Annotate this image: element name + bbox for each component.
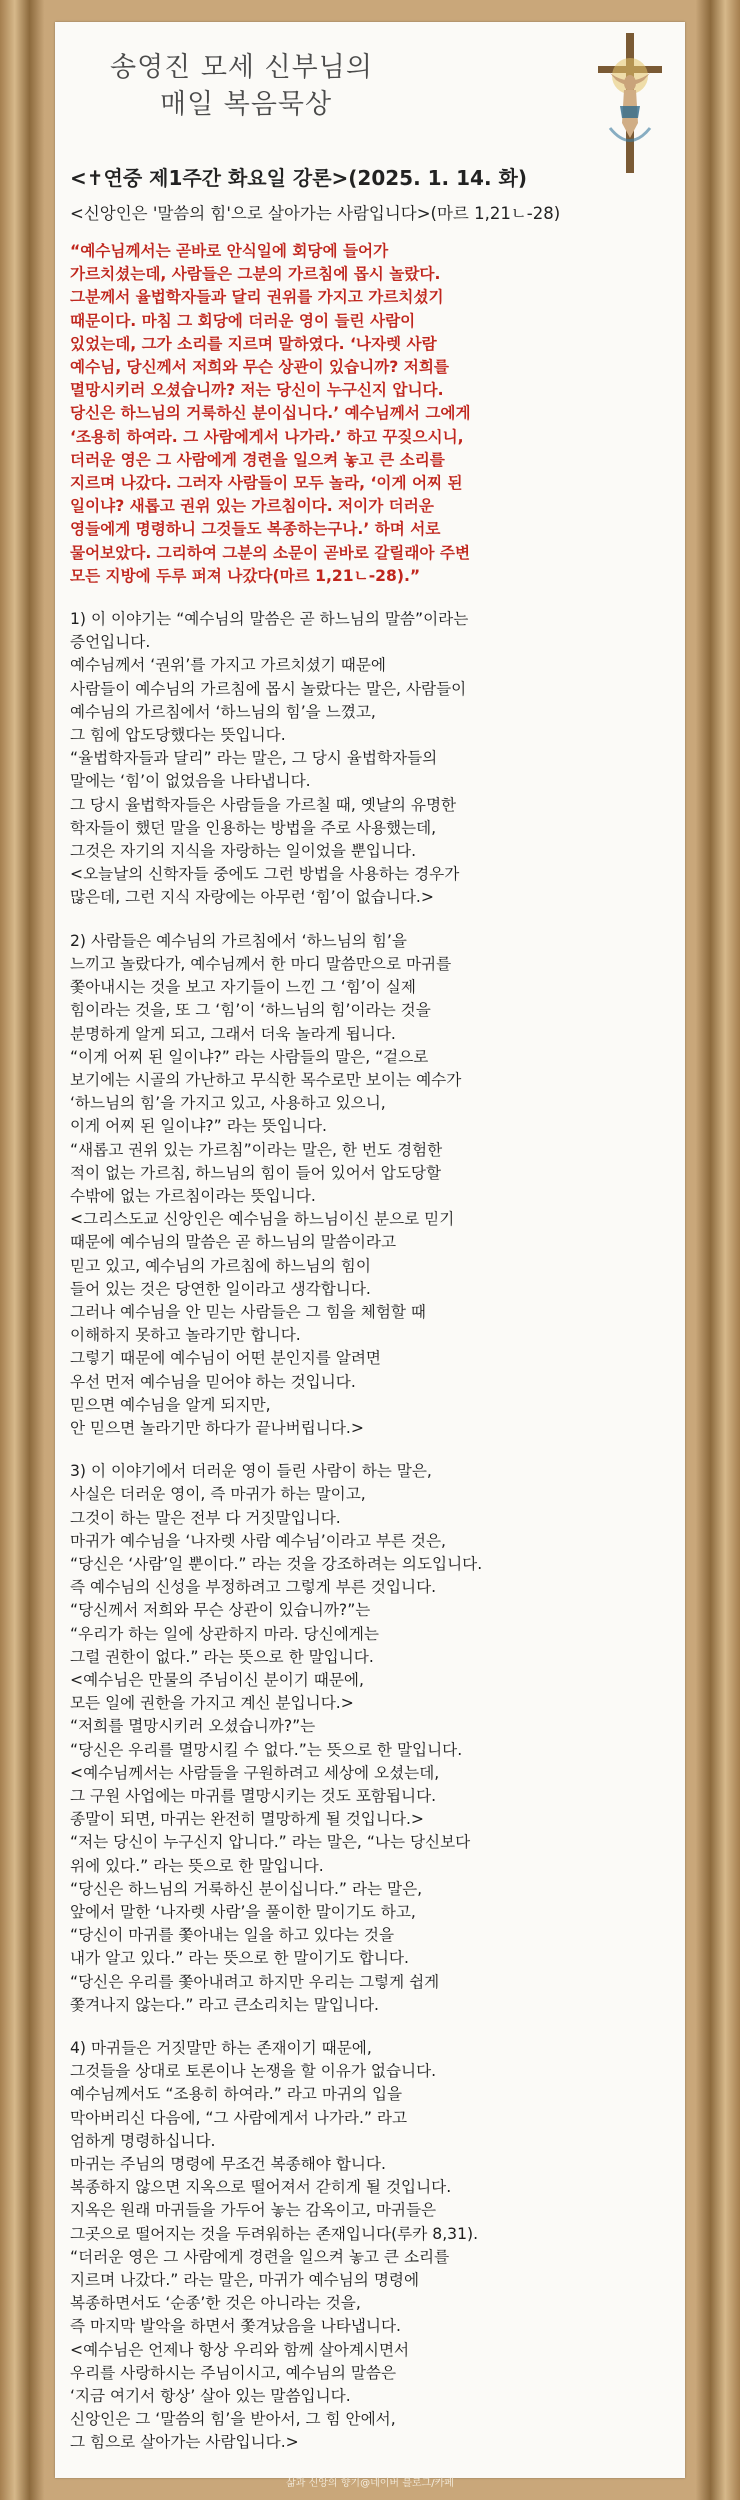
gospel-passage: “예수님께서는 곧바로 안식일에 회당에 들어가 가르치셨는데, 사람들은 그분의 가르침에 몹시 놀랐다. 그분께서 율법학자들과 달리 권위를 가지고 가르치셨기 때문이다. 마침 그 회당에 더러운 영이 들린 사람이 있었는데, 그가 소리를 지르며 말하였다. ‘나자렛 사람 예수님, 당신께서 저희와 무슨 상관이 있습니까? 저희를 멸망시키러 오셨습니까? 저는 당신이 누구신지 압니다. 당신은 하느님의 거룩하신 분이십니다.’ 예수님께서 그에게 ‘조용히 하여라. 그 사람에게서 나가라.’ 하고 꾸짖으시니, 더러운 영은 그 사람에게 경련을 일으켜 놓고 큰 소리를 지르며 나갔다. 그러자 사람들이 모두 놀라, ‘이게 어찌 된 일이냐? 새롭고 권위 있는 가르침이다. 저이가 더러운 영들에게 명령하니 그것들도 복종하는구나.’ 하며 서로 물어보았다. 그리하여 그분의 소문이 곧바로 갈릴래아 주변 모든 지방에 두루 퍼져 나갔다(마르 1,21ㄴ-28).” <box>70 242 471 585</box>
title-line-2: 매일 복음묵상 <box>160 89 333 120</box>
paragraph-4: 4) 마귀들은 거짓말만 하는 존재이기 때문에, 그것들을 상대로 토론이나 논쟁을 할 이유가 없습니다. 예수님께서도 “조용히 하여라.” 라고 마귀의 입을 막아버리신 다음에, “그 사람에게서 나가라.” 라고 엄하게 명령하십니다. 마귀는 주님의 명령에 무조건 복종해야 합니다. 복종하지 않으면 지옥으로 떨어져서 갇히게 될 것입니다. 지옥은 원래 마귀들을 가두어 놓는 감옥이고, 마귀들은 그곳으로 떨어지는 것을 두려워하는 존재입니다(루카 8,31). “더러운 영은 그 사람에게 경련을 일으켜 놓고 큰 소리를 지르며 나갔다.” 라는 말은, 마귀가 예수님의 명령에 복종하면서도 ‘순종’한 것은 아니라는 것을, 즉 마지막 발악을 하면서 쫓겨났음을 나타냅니다. <예수님은 언제나 항상 우리와 함께 살아계시면서 우리를 사랑하시는 주님이시고, 예수님의 말씀은 ‘지금 여기서 항상’ 살아 있는 말씀입니다. 신앙인은 그 ‘말씀의 힘’을 받아서, 그 힘 안에서, 그 힘으로 살아가는 사람입니다.> <box>70 2039 479 2452</box>
paragraph-3: 3) 이 이야기에서 더러운 영이 들린 사람이 하는 말은, 사실은 더러운 영이, 즉 마귀가 하는 말이고, 그것이 하는 말은 전부 다 거짓말입니다. 마귀가 예수님을 ‘나자렛 사람 예수님’이라고 부른 것은, “당신은 ‘사람’일 뿐이다.” 라는 것을 강조하려는 의도입니다. 즉 예수님의 신성을 부정하려고 그렇게 부른 것입니다. “당신께서 저희와 무슨 상관이 있습니까?”는 “우리가 하는 일에 상관하지 마라. 당신에게는 그럴 권한이 없다.” 라는 뜻으로 한 말입니다. <예수님은 만물의 주님이신 분이기 때문에, 모든 일에 권한을 가지고 계신 분입니다.> “저희를 멸망시키러 오셨습니까?”는 “당신은 우리를 멸망시킬 수 없다.”는 뜻으로 한 말입니다. <예수님께서는 사람들을 구원하려고 세상에 오셨는데, 그 구원 사업에는 마귀를 멸망시키는 것도 포함됩니다. 종말이 되면, 마귀는 완전히 멸망하게 될 것입니다.> “저는 당신이 누구신지 압니다.” 라는 말은, “나는 당신보다 위에 있다.” 라는 뜻으로 한 말입니다. “당신은 하느님의 거룩하신 분이십니다.” 라는 말은, 앞에서 말한 ‘나자렛 사람’을 풀이한 말이기도 하고, “당신이 마귀를 쫓아내는 일을 하고 있다는 것을 내가 알고 있다.” 라는 뜻으로 한 말이기도 합니다. “당신은 우리를 쫓아내려고 하지만 우리는 그렇게 쉽게 쫓겨나지 않는다.” 라고 큰소리치는 말입니다. <box>70 1462 483 2014</box>
footer-credit: 삶과 신앙의 향기@네이버 블로그/카페 <box>286 2478 454 2489</box>
paragraph-2: 2) 사람들은 예수님의 가르침에서 ‘하느님의 힘’을 느끼고 놀랐다가, 예수님께서 한 마디 말씀만으로 마귀를 쫓아내시는 것을 보고 자기들이 느낀 그 ‘힘’이 실제 힘이라는 것을, 또 그 ‘힘’이 ‘하느님의 힘’이라는 것을 분명하게 알게 되고, 그래서 더욱 놀라게 됩니다. “이게 어찌 된 일이냐?” 라는 사람들의 말은, “겉으로 보기에는 시골의 가난하고 무식한 목수로만 보이는 예수가 ‘하느님의 힘’을 가지고 있고, 사용하고 있으니, 이게 어찌 된 일이냐?” 라는 뜻입니다. “새롭고 권위 있는 가르침”이라는 말은, 한 번도 경험한 적이 없는 가르침, 하느님의 힘이 들어 있어서 압도당할 수밖에 없는 가르침이라는 뜻입니다. <그리스도교 신앙인은 예수님을 하느님이신 분으로 믿기 때문에 예수님의 말씀은 곧 하느님의 말씀이라고 믿고 있고, 예수님의 가르침에 하느님의 힘이 들어 있는 것은 당연한 일이라고 생각합니다. 그러나 예수님을 안 믿는 사람들은 그 힘을 체험할 때 이해하지 못하고 놀라기만 합니다. 그렇기 때문에 예수님이 어떤 분인지를 알려면 우선 먼저 예수님을 믿어야 하는 것입니다. 믿으면 예수님을 알게 되지만, 안 믿으면 놀라기만 하다가 끝나버립니다.> <box>70 931 462 1437</box>
crucifix-icon <box>580 28 680 178</box>
title-line-1: 송영진 모세 신부님의 <box>110 52 373 83</box>
homily-heading: <✝연중 제1주간 화요일 강론>(2025. 1. 14. 화) <box>70 166 527 190</box>
paragraph-1: 1) 이 이야기는 “예수님의 말씀은 곧 하느님의 말씀”이라는 증언입니다. 예수님께서 ‘권위’를 가지고 가르치셨기 때문에 사람들이 예수님의 가르침에 몹시 놀랐다는 말은, 사람들이 예수님의 가르침에서 ‘하느님의 힘’을 느꼈고, 그 힘에 압도당했다는 뜻입니다. “율법학자들과 달리” 라는 말은, 그 당시 율법학자들의 말에는 ‘힘’이 없었음을 나타냅니다. 그 당시 율법학자들은 사람들을 가르칠 때, 옛날의 유명한 학자들이 했던 말을 인용하는 방법을 주로 사용했는데, 그것은 자기의 지식을 자랑하는 일이었을 뿐입니다. <오늘날의 신학자들 중에도 그런 방법을 사용하는 경우가 많은데, 그런 지식 자랑에는 아무런 ‘힘’이 없습니다.> <box>70 610 469 907</box>
homily-subheading: <신앙인은 '말씀의 힘'으로 살아가는 사람입니다>(마르 1,21ㄴ-28) <box>70 204 561 223</box>
homily-body <box>70 240 670 2455</box>
